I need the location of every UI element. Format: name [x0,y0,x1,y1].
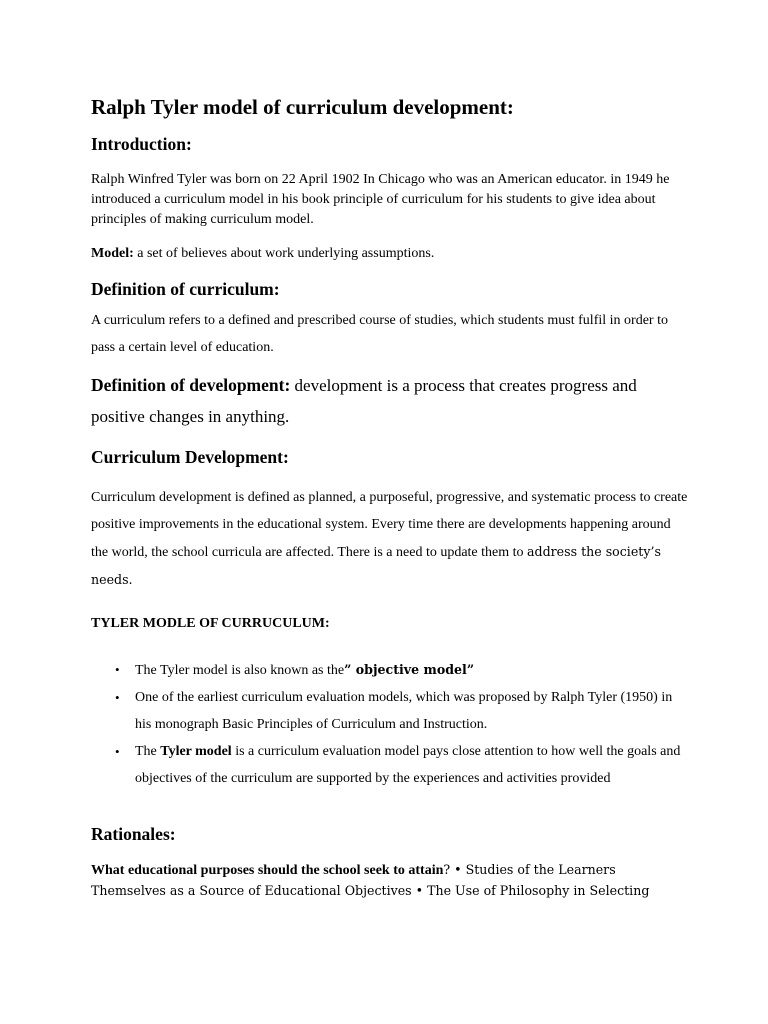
bullet-text: One of the earliest curriculum evaluation models, which was proposed by Ralph Tyler (1950) in his monograph Basic Principles of Curriculum and Instruction. [135,690,673,732]
definition-of-curriculum-paragraph: A curriculum refers to a defined and prescribed course of studies, which students must fulfil in order to pass a certain level of education. [91,313,668,355]
bullet-dot-icon: • [115,690,120,705]
rationales-heading: Rationales: [91,824,176,844]
bullet-item [91,738,691,792]
bullet-bold-text: Tyler model [160,744,232,759]
bullet-dot-icon: • [115,744,120,759]
definition-of-curriculum-heading: Definition of curriculum: [91,279,280,299]
rationales-paragraph [91,860,691,902]
curriculum-development-paragraph [91,484,691,594]
tyler-model-heading: TYLER MODLE OF CURRUCULUM: [91,616,330,631]
bullet-text: The Tyler model is also known as the [135,663,345,678]
introduction-paragraph: Ralph Winfred Tyler was born on 22 April 1902 In Chicago who was an American educator. in 1949 he introduced a curriculum model in his book principle of curriculum for his students to give idea about principles of making curriculum model. [91,172,670,227]
model-definition [91,244,691,264]
document-title: Ralph Tyler model of curriculum development: [91,95,514,119]
model-term: Model: [91,246,134,261]
introduction-heading: Introduction: [91,134,192,154]
tyler-model-bullet-list [91,656,691,792]
rationales-question: What educational purposes should the school seek to attain [91,863,444,878]
bullet-dot-icon: • [115,662,120,677]
bullet-text-tail: is a curriculum evaluation model pays close attention to how well the goals and objectives of the curriculum are supported by the experiences and activities provided [135,744,681,786]
bullet-item [91,656,691,684]
curriculum-development-text: Curriculum development is defined as planned, a purposeful, progressive, and systematic process to create positive improvements in the educational system. Every time there are developments happening around the world, the school curricula are affected. There is a need to update them to [91,490,688,560]
rationales-rest: ? • Studies of the Learners Themselves as a Source of Educational Objectives • The Use of Philosophy in Selecting [91,862,650,898]
development-text: development is a process that creates progress and positive changes in anything. [91,376,637,426]
model-text: a set of believes about work underlying assumptions. [133,246,435,261]
curriculum-development-tail: address the society’s needs. [91,544,661,587]
bullet-bold-text: ” objective model” [344,662,475,677]
curriculum-development-heading: Curriculum Development: [91,447,289,467]
definition-of-development [91,370,691,432]
development-term: Definition of development: [91,375,291,395]
bullet-item [91,684,691,738]
bullet-text: The [135,744,161,759]
